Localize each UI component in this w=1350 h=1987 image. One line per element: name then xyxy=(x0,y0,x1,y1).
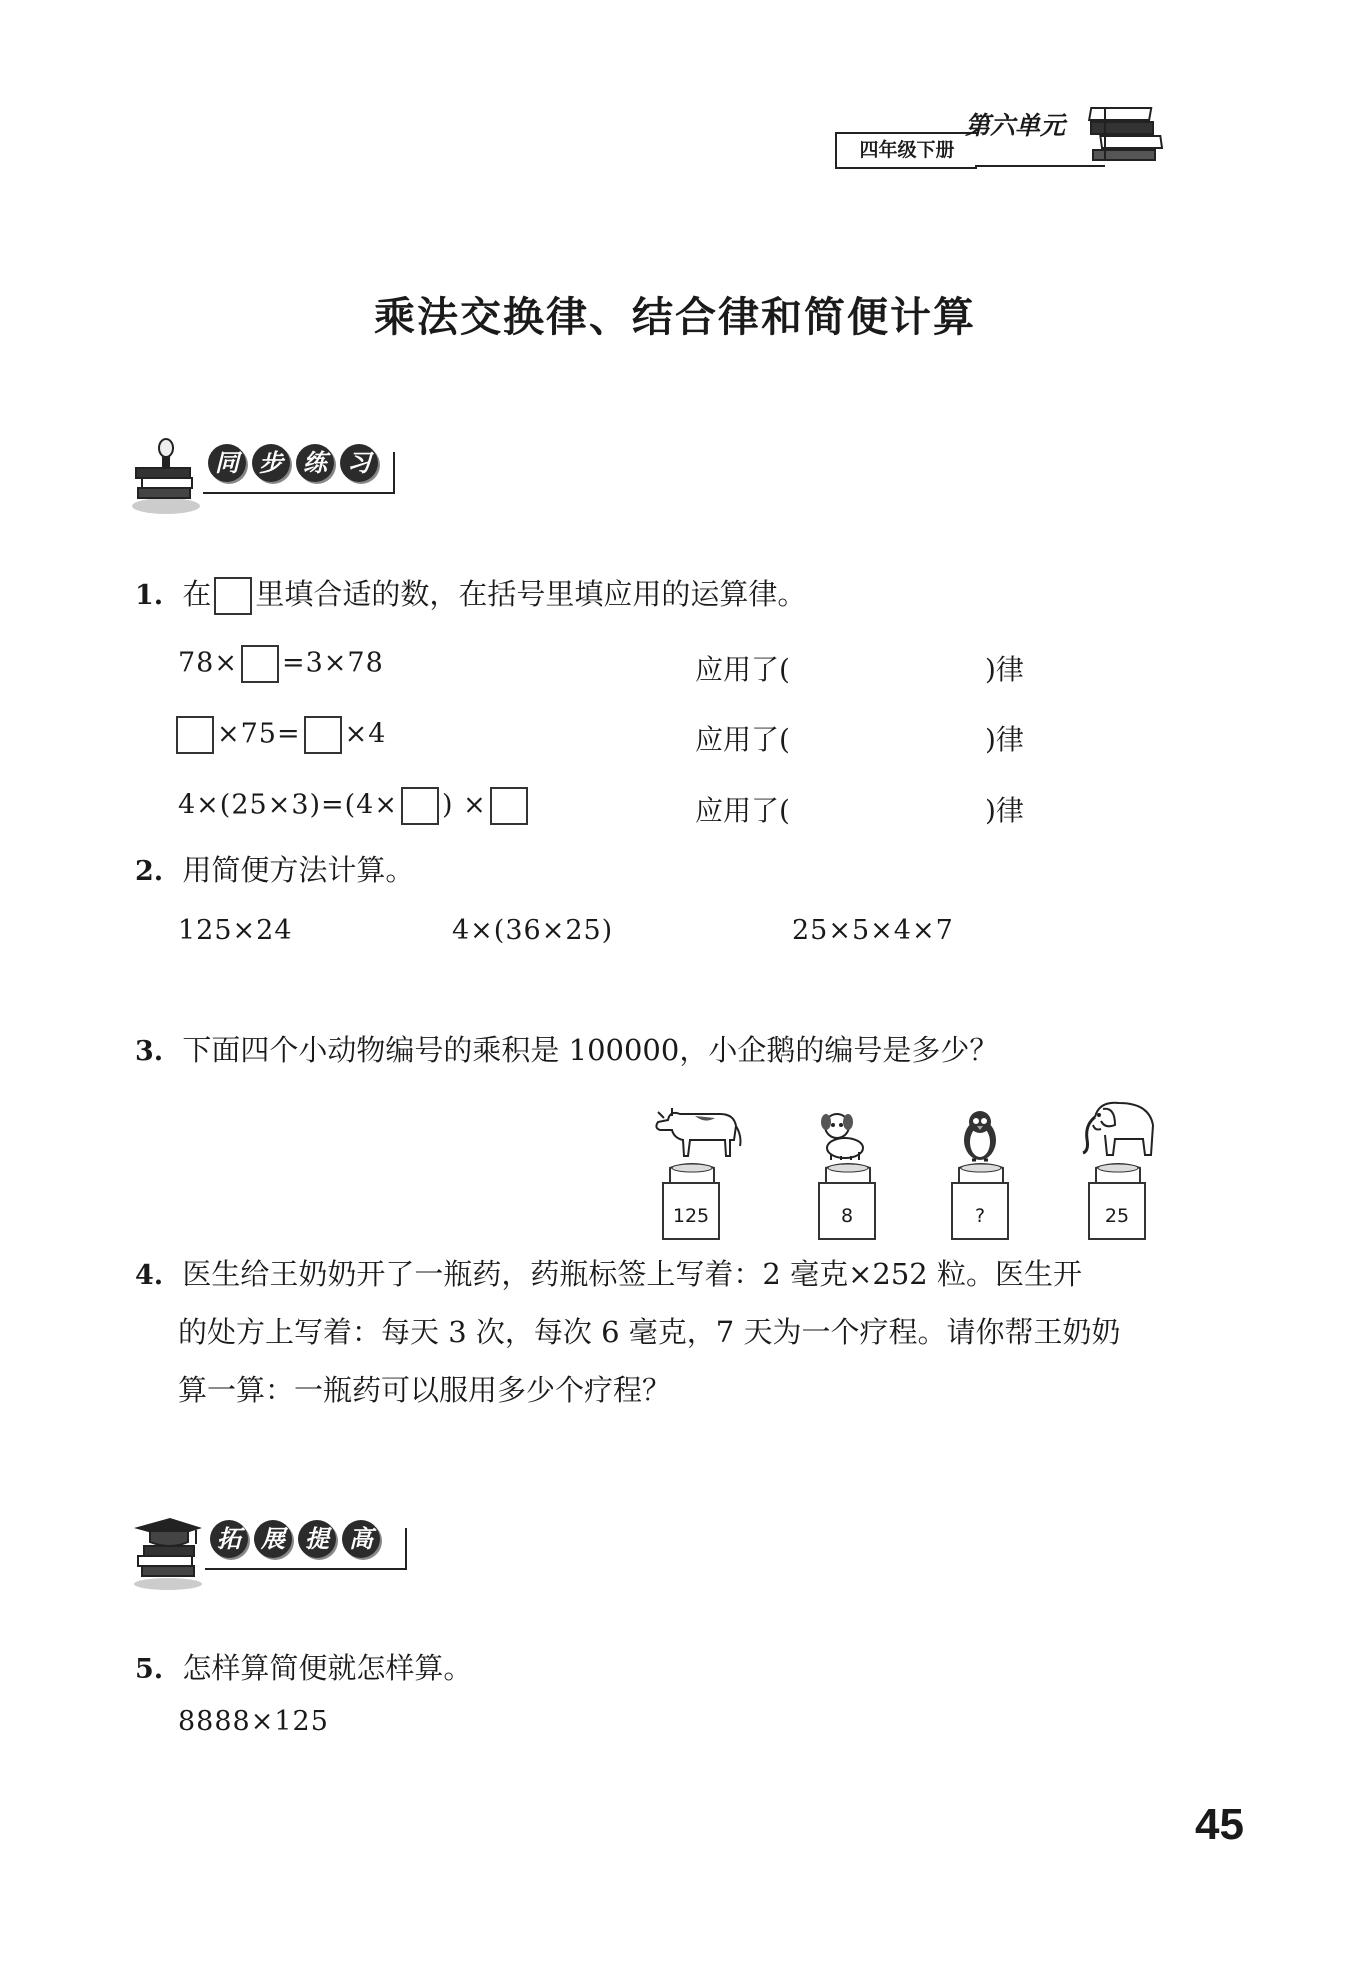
answer-box[interactable] xyxy=(304,716,342,754)
law-suffix: )律 xyxy=(984,723,1024,756)
law-prefix: 应用了( xyxy=(695,653,790,686)
answer-box[interactable] xyxy=(176,716,214,754)
pedestal-cow xyxy=(662,1160,722,1240)
q1-row-3 xyxy=(178,787,531,825)
q1-stem-b: 里填合适的数，在括号里填应用的运算律。 xyxy=(255,577,807,611)
q1-stem-a: 在 xyxy=(182,577,212,611)
banner-char: 同 xyxy=(208,444,246,482)
question-number: 1. xyxy=(135,580,164,611)
expr-part: ×4 xyxy=(344,718,387,750)
expr-part: =3×78 xyxy=(281,647,384,679)
law-suffix: )律 xyxy=(984,653,1024,686)
q4-line-2: 的处方上写着：每天 3 次，每次 6 毫克，7 天为一个疗程。请你帮王奶奶 xyxy=(178,1315,1121,1349)
pedestal-elephant xyxy=(1088,1160,1148,1240)
answer-box[interactable] xyxy=(401,787,439,825)
q2-stem xyxy=(135,850,414,892)
q1-row-2 xyxy=(176,716,386,754)
answer-box[interactable] xyxy=(214,577,252,615)
answer-box[interactable] xyxy=(241,645,279,683)
q3-stem xyxy=(135,1030,998,1072)
animal-number: 125 xyxy=(662,1182,720,1240)
q1-row-3-law xyxy=(695,789,1024,829)
expr-part: 4×(25×3)=(4× xyxy=(178,789,398,821)
q5-stem xyxy=(135,1648,472,1690)
q2-item-1: 125×24 xyxy=(178,915,293,946)
expr-part: ) × xyxy=(441,789,487,821)
animal-number: 8 xyxy=(818,1182,876,1240)
animal-number: 25 xyxy=(1088,1182,1146,1240)
cow-icon xyxy=(650,1100,745,1162)
lamp-books-icon xyxy=(128,436,204,516)
q2-stem-text: 用简便方法计算。 xyxy=(182,853,415,887)
answer-box[interactable] xyxy=(490,787,528,825)
q4-text: 医生给王奶奶开了一瓶药，药瓶标签上写着：2 毫克×252 粒。医生开 xyxy=(182,1257,1082,1291)
banner-char: 高 xyxy=(342,1520,380,1558)
graduation-cap-books-icon xyxy=(130,1512,206,1592)
pedestal-penguin xyxy=(951,1160,1011,1240)
q5-expr: 8888×125 xyxy=(178,1706,329,1737)
q1-row-1-law xyxy=(695,648,1024,688)
law-suffix: )律 xyxy=(984,794,1024,827)
law-prefix: 应用了( xyxy=(695,723,790,756)
q2-item-3: 25×5×4×7 xyxy=(792,915,954,946)
expr-part: 78× xyxy=(178,647,238,679)
pedestal-puppy xyxy=(818,1160,878,1240)
banner-char: 展 xyxy=(254,1520,292,1558)
header-divider xyxy=(975,165,1105,167)
question-number: 3. xyxy=(135,1036,164,1067)
q1-stem xyxy=(135,574,806,616)
book-stack-icon xyxy=(1085,98,1165,168)
question-number: 5. xyxy=(135,1654,164,1685)
q5-stem-text: 怎样算简便就怎样算。 xyxy=(182,1651,473,1685)
page-title: 乘法交换律、结合律和简便计算 xyxy=(374,293,976,341)
question-number: 2. xyxy=(135,856,164,887)
law-prefix: 应用了( xyxy=(695,794,790,827)
grade-label: 四年级下册 xyxy=(835,132,977,169)
banner-char: 练 xyxy=(296,444,334,482)
q2-item-2: 4×(36×25) xyxy=(452,915,614,946)
banner-char: 拓 xyxy=(210,1520,248,1558)
animal-number: ? xyxy=(951,1182,1009,1240)
elephant-icon xyxy=(1075,1095,1160,1163)
q3-stem-text: 下面四个小动物编号的乘积是 100000，小企鹅的编号是多少？ xyxy=(182,1033,999,1067)
banner-char: 习 xyxy=(340,444,378,482)
unit-label: 第六单元 xyxy=(965,111,1066,140)
banner-char: 提 xyxy=(298,1520,336,1558)
q1-row-1 xyxy=(178,645,384,683)
page-number: 45 xyxy=(1195,1800,1244,1849)
penguin-icon xyxy=(958,1108,1002,1164)
q1-row-2-law xyxy=(695,718,1024,758)
puppy-icon xyxy=(815,1110,870,1162)
question-number: 4. xyxy=(135,1260,164,1291)
q4-line-3: 算一算：一瓶药可以服用多少个疗程？ xyxy=(178,1373,672,1407)
section-banner-extension xyxy=(130,1512,430,1592)
q4-line-1 xyxy=(135,1254,1082,1296)
banner-char: 步 xyxy=(252,444,290,482)
expr-part: ×75= xyxy=(217,718,301,750)
section-banner-practice xyxy=(128,436,428,516)
